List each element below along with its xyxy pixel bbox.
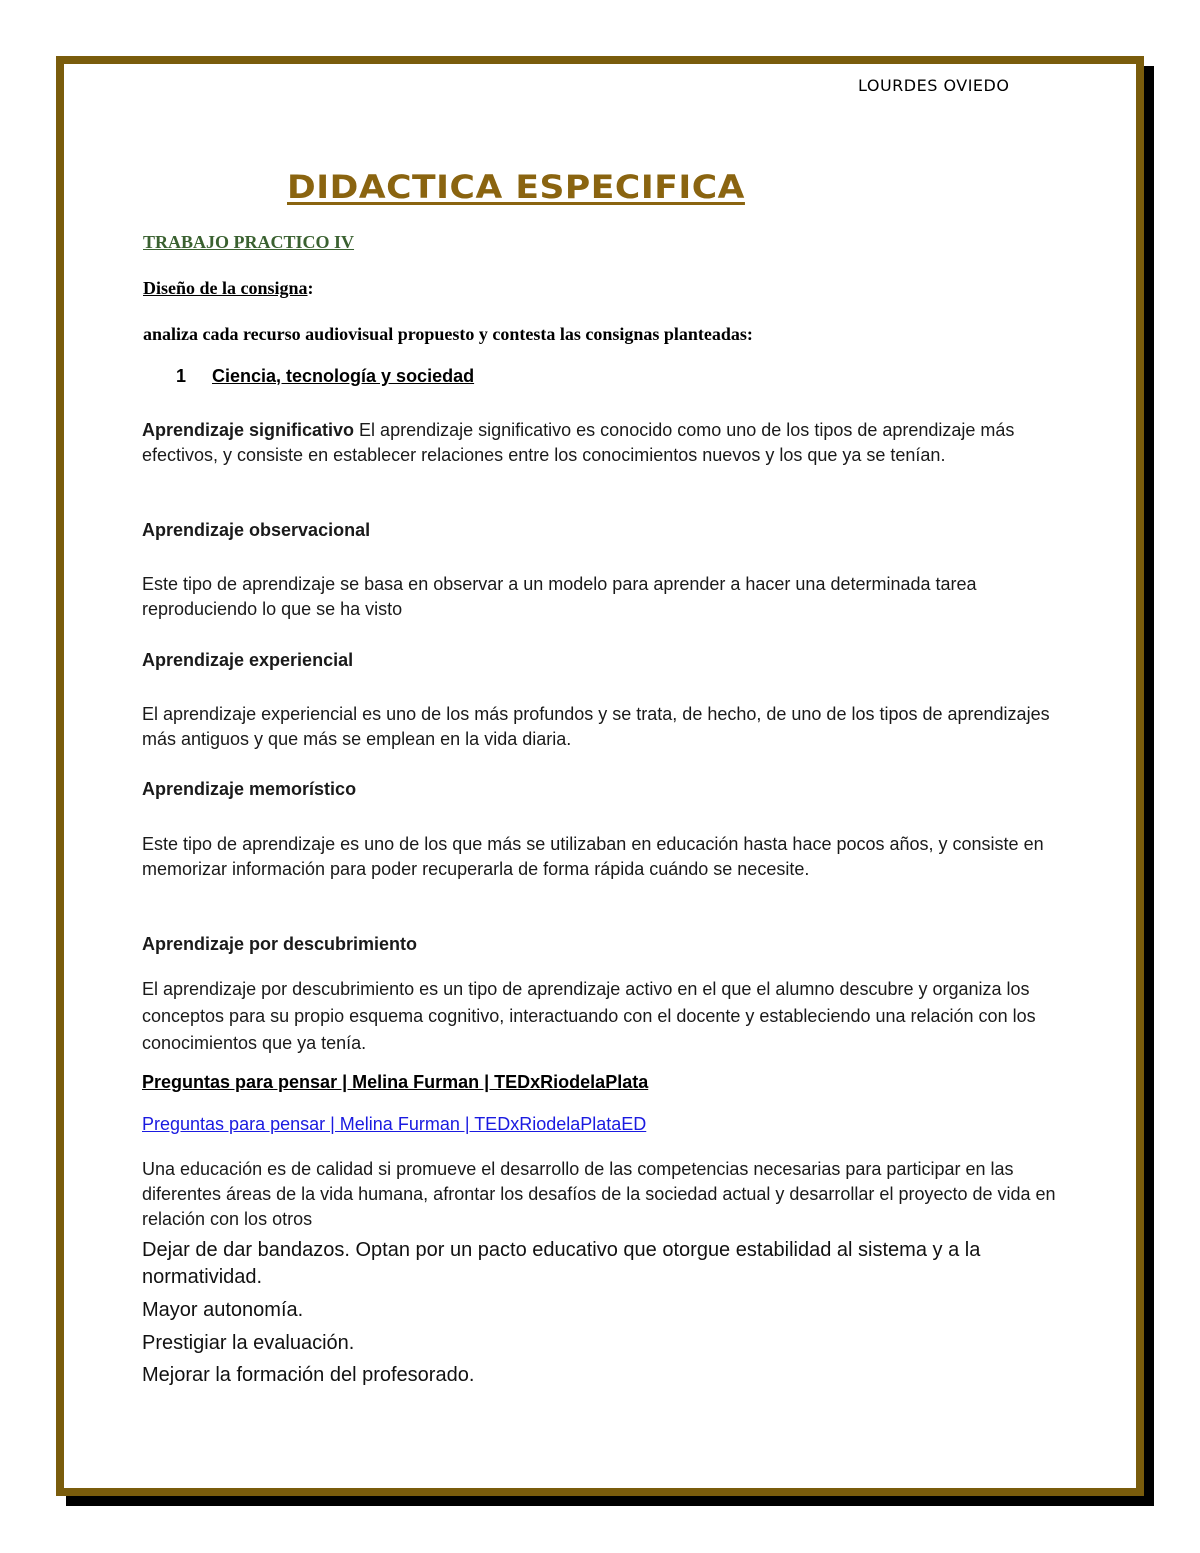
- point-item: Prestigiar la evaluación.: [142, 1332, 355, 1354]
- point-item: Mejorar la formación del profesorado.: [142, 1364, 475, 1386]
- section-heading: Aprendizaje experiencial: [142, 650, 354, 670]
- design-colon: :: [307, 278, 314, 298]
- list-item: [176, 366, 474, 387]
- section-text: Este tipo de aprendizaje es uno de los que más se utilizaban en educación hasta hace pocos años, y consiste en memorizar información para poder recuperarla de forma rápida cuándo se necesite.: [142, 834, 1044, 879]
- section-heading: Aprendizaje significativo: [142, 420, 355, 440]
- point-item: Mayor autonomía.: [142, 1299, 304, 1321]
- quality-text: Una educación es de calidad si promueve el desarrollo de las competencias necesarias para participar en las diferentes áreas de la vida humana, afrontar los desafíos de la sociedad actual y desarrollar el proyecto de vida en relación con los otros: [142, 1159, 1056, 1229]
- document-title: DIDACTICA ESPECIFICA: [287, 168, 745, 206]
- instruction-text: analiza cada recurso audiovisual propuesto y contesta las consignas planteadas:: [143, 324, 753, 344]
- video-title: Preguntas para pensar | Melina Furman | TEDxRiodelaPlata: [142, 1072, 649, 1092]
- section-text: Este tipo de aprendizaje se basa en observar a un modelo para aprender a hacer una determinada tarea reproduciendo lo que se ha visto: [142, 574, 977, 619]
- section-text: El aprendizaje por descubrimiento es un tipo de aprendizaje activo en el que el alumno descubre y organiza los conceptos para su propio esquema cognitivo, interactuando con el docente y estableciendo una relación con los conocimientos que ya tenía.: [142, 979, 1036, 1053]
- document-subtitle: TRABAJO PRACTICO IV: [143, 232, 355, 252]
- list-item-number: 1: [176, 366, 187, 386]
- section-text: El aprendizaje experiencial es uno de los más profundos y se trata, de hecho, de uno de los tipos de aprendizajes más antiguos y que más se emplean en la vida diaria.: [142, 704, 1050, 749]
- design-heading: [143, 278, 314, 299]
- section-text: El aprendizaje significativo es conocido como uno de los tipos de aprendizaje más efectivos, y consiste en establecer relaciones entre los conocimientos nuevos y los que ya se tenían.: [142, 420, 1015, 465]
- section-heading: Aprendizaje observacional: [142, 520, 371, 540]
- section-significativo: [142, 418, 1062, 468]
- list-item-label: Ciencia, tecnología y sociedad: [212, 366, 475, 386]
- section-heading: Aprendizaje memorístico: [142, 779, 357, 799]
- video-link[interactable]: Preguntas para pensar | Melina Furman | TEDxRiodelaPlataED: [142, 1114, 647, 1134]
- design-label: Diseño de la consigna: [143, 278, 308, 298]
- point-item: Dejar de dar bandazos. Optan por un pacto educativo que otorgue estabilidad al sistema y a la normatividad.: [142, 1239, 981, 1288]
- section-heading: Aprendizaje por descubrimiento: [142, 934, 418, 954]
- author-name: LOURDES OVIEDO: [858, 76, 1010, 95]
